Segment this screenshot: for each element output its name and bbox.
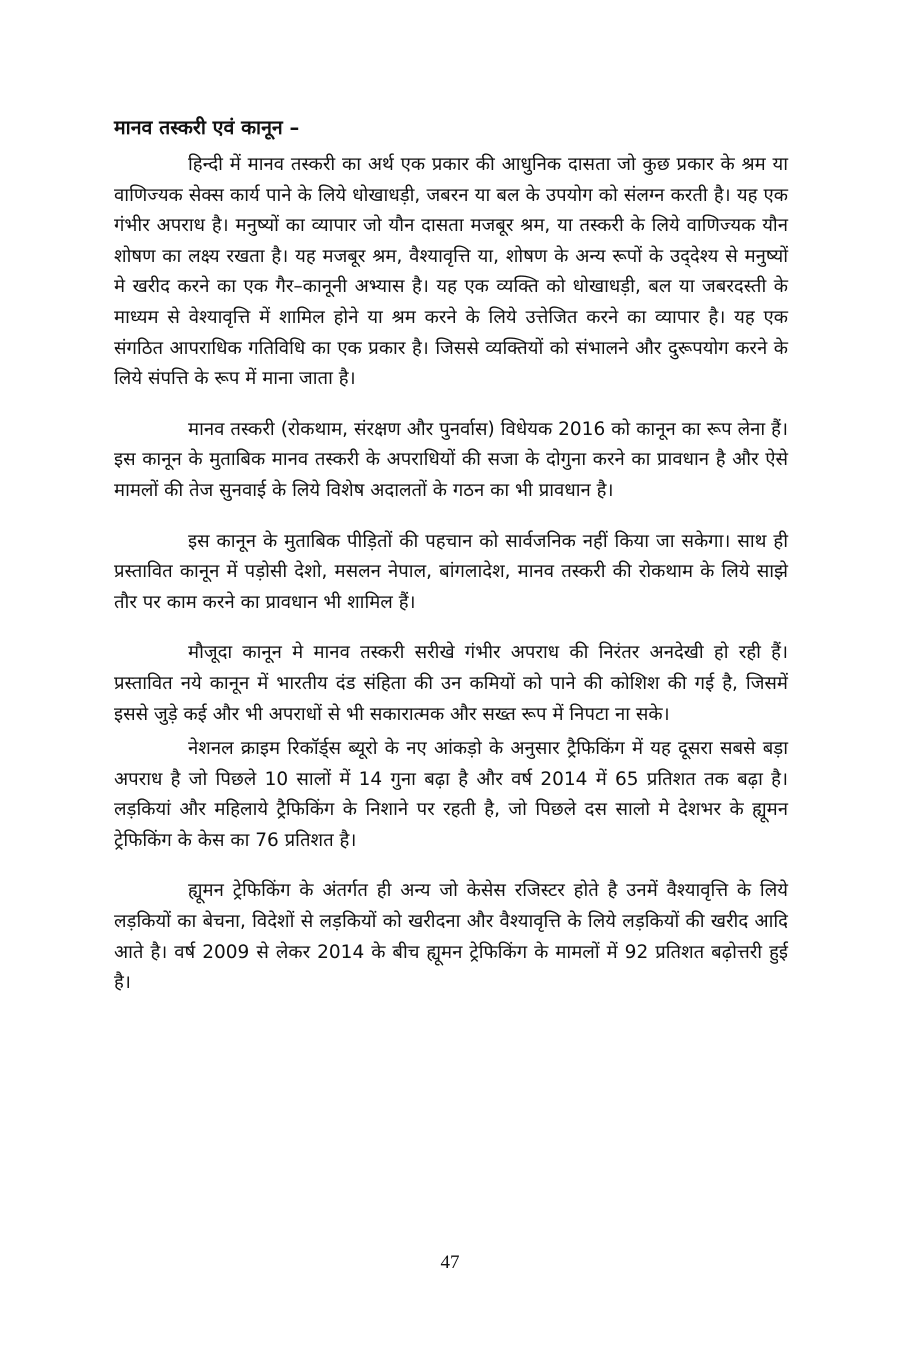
- paragraph-5: नेशनल क्राइम रिकॉर्ड्स ब्यूरो के नए आंकड़ो के अनुसार ट्रैफिकिंग में यह दूसरा सबसे बड़ा अपराध है जो पिछले 10 सालों में 14 गुना बढ़ा है और वर्ष 2014 में 65 प्रतिशत तक बढ़ा है। लड़कियां और महिलाये ट्रैफिकिंग के निशाने पर रहती है, जो पिछले दस सालो मे देशभर के ह्यूमन ट्रेफिकिंग के केस का 76 प्रतिशत है।: [114, 738, 788, 851]
- paragraph-3: इस कानून के मुताबिक पीड़ितों की पहचान को सार्वजनिक नहीं किया जा सकेगा। साथ ही प्रस्तावित कानून में पड़ोसी देशो, मसलन नेपाल, बांगलादेश, मानव तस्करी की रोकथाम के लिये साझे तौर पर काम करने का प्रावधान भी शामिल हैं।: [114, 530, 788, 613]
- document-page: [114, 112, 788, 999]
- paragraph-4: मौजूदा कानून मे मानव तस्करी सरीखे गंभीर अपराध की निरंतर अनदेखी हो रही हैं। प्रस्तावित नये कानून में भारतीय दंड संहिता की उन कमियों को पाने की कोशिश की गई है, जिसमें इससे जुड़े कई और भी अपराधों से भी सकारात्मक और सख्त रूप में निपटा ना सके।: [114, 642, 788, 725]
- page-number: 47: [440, 1252, 460, 1273]
- paragraph-6: ह्यूमन ट्रेफिकिंग के अंतर्गत ही अन्य जो केसेस रजिस्टर होते है उनमें वैश्यावृत्ति के लिये लड़कियों का बेचना, विदेशों से लड़कियों को खरीदना और वैश्यावृत्ति के लिये लड़कियों की खरीद आदि आते है। वर्ष 2009 से लेकर 2014 के बीच ह्यूमन ट्रेफिकिंग के मामलों में 92 प्रतिशत बढ़ोत्तरी हुई है।: [114, 880, 788, 994]
- section-heading: मानव तस्करी एवं कानून –: [114, 116, 300, 139]
- paragraph-1: हिन्दी में मानव तस्करी का अर्थ एक प्रकार की आधुनिक दासता जो कुछ प्रकार के श्रम या वाणिज्यक सेक्स कार्य पाने के लिये धोखाधड़ी, जबरन या बल के उपयोग को संलग्न करती है। यह एक गंभीर अपराध है। मनुष्यों का व्यापार जो यौन दासता मजबूर श्रम, या तस्करी के लिये वाणिज्यक यौन शोषण का लक्ष्य रखता है। यह मजबूर श्रम, वैश्यावृत्ति या, शोषण के अन्य रूपों के उद्‌देश्य से मनुष्यों मे खरीद करने का एक गैर–कानूनी अभ्यास है। यह एक व्यक्ति को धोखाधड़ी, बल या जबरदस्ती के माध्यम से वेश्यावृत्ति में शामिल होने या श्रम करने के लिये उत्तेजित करने का व्यापार है। यह एक संगठित आपराधिक गतिविधि का एक प्रकार है। जिससे व्यक्तियों को संभालने और दुरूपयोग करने के लिये संपत्ति के रूप में माना जाता है।: [114, 154, 788, 390]
- paragraph-2: मानव तस्करी (रोकथाम, संरक्षण और पुनर्वास) विधेयक 2016 को कानून का रूप लेना हैं। इस कानून के मुताबिक मानव तस्करी के अपराधियों की सजा के दोगुना करने का प्रावधान है और ऐसे मामलों की तेज सुनवाई के लिये विशेष अदालतों के गठन का भी प्रावधान है।: [114, 418, 788, 501]
